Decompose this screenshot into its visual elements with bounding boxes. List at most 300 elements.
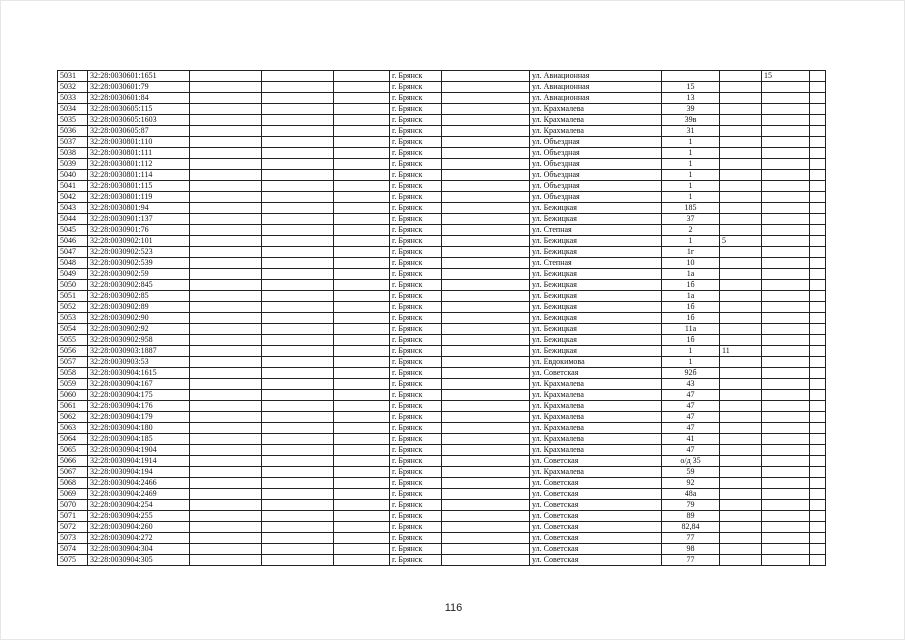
cadastral-number: 32:28:0030904:254 bbox=[88, 500, 190, 511]
table-row bbox=[58, 467, 826, 478]
street-cell: ул. Крахмалева bbox=[530, 379, 662, 390]
street-cell: ул. Авиационная bbox=[530, 71, 662, 82]
row-number: 5045 bbox=[58, 225, 88, 236]
house-number-cell: 89 bbox=[662, 511, 720, 522]
cadastral-number: 32:28:0030904:180 bbox=[88, 423, 190, 434]
city-cell: г. Брянск bbox=[390, 500, 442, 511]
empty-cell bbox=[442, 181, 530, 192]
cadastral-number: 32:28:0030605:87 bbox=[88, 126, 190, 137]
extra-cell-b bbox=[762, 401, 810, 412]
street-cell: ул. Бежицкая bbox=[530, 280, 662, 291]
empty-cell bbox=[262, 412, 334, 423]
empty-cell bbox=[262, 478, 334, 489]
house-number-cell: 185 bbox=[662, 203, 720, 214]
row-number: 5058 bbox=[58, 368, 88, 379]
empty-cell bbox=[810, 434, 826, 445]
empty-cell bbox=[334, 445, 390, 456]
extra-cell-b bbox=[762, 544, 810, 555]
empty-cell bbox=[810, 82, 826, 93]
cadastral-number: 32:28:0030903:53 bbox=[88, 357, 190, 368]
cadastral-number: 32:28:0030902:59 bbox=[88, 269, 190, 280]
empty-cell bbox=[442, 522, 530, 533]
cadastral-number: 32:28:0030902:539 bbox=[88, 258, 190, 269]
empty-cell bbox=[334, 159, 390, 170]
cadastral-number: 32:28:0030904:304 bbox=[88, 544, 190, 555]
row-number: 5044 bbox=[58, 214, 88, 225]
empty-cell bbox=[190, 104, 262, 115]
cadastral-number: 32:28:0030801:114 bbox=[88, 170, 190, 181]
row-number: 5035 bbox=[58, 115, 88, 126]
table-row bbox=[58, 335, 826, 346]
street-cell: ул. Евдокимова bbox=[530, 357, 662, 368]
empty-cell bbox=[262, 126, 334, 137]
empty-cell bbox=[190, 500, 262, 511]
cadastral-number: 32:28:0030904:176 bbox=[88, 401, 190, 412]
table-row bbox=[58, 192, 826, 203]
street-cell: ул. Советская bbox=[530, 500, 662, 511]
cadastral-number: 32:28:0030904:2469 bbox=[88, 489, 190, 500]
empty-cell bbox=[262, 104, 334, 115]
extra-cell-b bbox=[762, 500, 810, 511]
extra-cell-a bbox=[720, 280, 762, 291]
empty-cell bbox=[442, 357, 530, 368]
row-number: 5053 bbox=[58, 313, 88, 324]
extra-cell-b bbox=[762, 368, 810, 379]
street-cell: ул. Бежицкая bbox=[530, 346, 662, 357]
row-number: 5041 bbox=[58, 181, 88, 192]
row-number: 5065 bbox=[58, 445, 88, 456]
extra-cell-b bbox=[762, 412, 810, 423]
table-row bbox=[58, 93, 826, 104]
empty-cell bbox=[442, 423, 530, 434]
row-number: 5031 bbox=[58, 71, 88, 82]
empty-cell bbox=[810, 489, 826, 500]
city-cell: г. Брянск bbox=[390, 214, 442, 225]
city-cell: г. Брянск bbox=[390, 137, 442, 148]
extra-cell-b bbox=[762, 423, 810, 434]
house-number-cell: о/д 35 bbox=[662, 456, 720, 467]
house-number-cell: 77 bbox=[662, 555, 720, 566]
empty-cell bbox=[262, 225, 334, 236]
house-number-cell: 1б bbox=[662, 313, 720, 324]
empty-cell bbox=[810, 467, 826, 478]
empty-cell bbox=[810, 456, 826, 467]
empty-cell bbox=[190, 467, 262, 478]
table-row bbox=[58, 555, 826, 566]
city-cell: г. Брянск bbox=[390, 335, 442, 346]
empty-cell bbox=[442, 456, 530, 467]
empty-cell bbox=[810, 412, 826, 423]
street-cell: ул. Бежицкая bbox=[530, 324, 662, 335]
empty-cell bbox=[190, 544, 262, 555]
cadastral-number: 32:28:0030601:84 bbox=[88, 93, 190, 104]
extra-cell-b bbox=[762, 170, 810, 181]
empty-cell bbox=[810, 302, 826, 313]
extra-cell-b bbox=[762, 280, 810, 291]
extra-cell-a bbox=[720, 269, 762, 280]
row-number: 5046 bbox=[58, 236, 88, 247]
row-number: 5049 bbox=[58, 269, 88, 280]
extra-cell-a bbox=[720, 203, 762, 214]
empty-cell bbox=[334, 104, 390, 115]
extra-cell-a bbox=[720, 357, 762, 368]
empty-cell bbox=[262, 269, 334, 280]
empty-cell bbox=[190, 192, 262, 203]
table-row bbox=[58, 115, 826, 126]
extra-cell-a bbox=[720, 335, 762, 346]
empty-cell bbox=[442, 269, 530, 280]
empty-cell bbox=[190, 357, 262, 368]
extra-cell-a bbox=[720, 159, 762, 170]
house-number-cell: 79 bbox=[662, 500, 720, 511]
empty-cell bbox=[190, 159, 262, 170]
cadastral-number: 32:28:0030902:89 bbox=[88, 302, 190, 313]
city-cell: г. Брянск bbox=[390, 401, 442, 412]
row-number: 5038 bbox=[58, 148, 88, 159]
city-cell: г. Брянск bbox=[390, 423, 442, 434]
extra-cell-a bbox=[720, 104, 762, 115]
table-row bbox=[58, 500, 826, 511]
city-cell: г. Брянск bbox=[390, 71, 442, 82]
house-number-cell: 1 bbox=[662, 192, 720, 203]
empty-cell bbox=[262, 346, 334, 357]
house-number-cell: 13 bbox=[662, 93, 720, 104]
city-cell: г. Брянск bbox=[390, 544, 442, 555]
street-cell: ул. Авиационная bbox=[530, 82, 662, 93]
empty-cell bbox=[190, 170, 262, 181]
extra-cell-a bbox=[720, 192, 762, 203]
city-cell: г. Брянск bbox=[390, 236, 442, 247]
empty-cell bbox=[262, 500, 334, 511]
empty-cell bbox=[442, 258, 530, 269]
empty-cell bbox=[810, 324, 826, 335]
empty-cell bbox=[334, 291, 390, 302]
house-number-cell: 47 bbox=[662, 390, 720, 401]
street-cell: ул. Бежицкая bbox=[530, 335, 662, 346]
empty-cell bbox=[190, 247, 262, 258]
empty-cell bbox=[442, 346, 530, 357]
empty-cell bbox=[262, 390, 334, 401]
street-cell: ул. Объездная bbox=[530, 181, 662, 192]
street-cell: ул. Крахмалева bbox=[530, 423, 662, 434]
empty-cell bbox=[442, 544, 530, 555]
empty-cell bbox=[262, 181, 334, 192]
street-cell: ул. Бежицкая bbox=[530, 291, 662, 302]
extra-cell-a bbox=[720, 467, 762, 478]
cadastral-number: 32:28:0030904:305 bbox=[88, 555, 190, 566]
cadastral-number: 32:28:0030904:179 bbox=[88, 412, 190, 423]
cadastral-number: 32:28:0030902:101 bbox=[88, 236, 190, 247]
extra-cell-a bbox=[720, 379, 762, 390]
extra-cell-b bbox=[762, 357, 810, 368]
extra-cell-a bbox=[720, 137, 762, 148]
extra-cell-a bbox=[720, 511, 762, 522]
empty-cell bbox=[262, 192, 334, 203]
house-number-cell: 10 bbox=[662, 258, 720, 269]
street-cell: ул. Крахмалева bbox=[530, 434, 662, 445]
empty-cell bbox=[442, 434, 530, 445]
empty-cell bbox=[334, 280, 390, 291]
extra-cell-b bbox=[762, 148, 810, 159]
cadastral-number: 32:28:0030901:76 bbox=[88, 225, 190, 236]
street-cell: ул. Советская bbox=[530, 489, 662, 500]
cadastral-number: 32:28:0030904:1914 bbox=[88, 456, 190, 467]
city-cell: г. Брянск bbox=[390, 368, 442, 379]
city-cell: г. Брянск bbox=[390, 159, 442, 170]
extra-cell-b bbox=[762, 478, 810, 489]
empty-cell bbox=[442, 71, 530, 82]
empty-cell bbox=[262, 203, 334, 214]
city-cell: г. Брянск bbox=[390, 478, 442, 489]
city-cell: г. Брянск bbox=[390, 203, 442, 214]
cadastral-number: 32:28:0030902:90 bbox=[88, 313, 190, 324]
city-cell: г. Брянск bbox=[390, 291, 442, 302]
row-number: 5062 bbox=[58, 412, 88, 423]
street-cell: ул. Советская bbox=[530, 522, 662, 533]
extra-cell-b bbox=[762, 126, 810, 137]
row-number: 5040 bbox=[58, 170, 88, 181]
empty-cell bbox=[334, 346, 390, 357]
street-cell: ул. Крахмалева bbox=[530, 412, 662, 423]
house-number-cell: 47 bbox=[662, 445, 720, 456]
extra-cell-b bbox=[762, 115, 810, 126]
cadastral-number: 32:28:0030801:110 bbox=[88, 137, 190, 148]
empty-cell bbox=[810, 313, 826, 324]
table-row bbox=[58, 445, 826, 456]
empty-cell bbox=[334, 126, 390, 137]
extra-cell-a bbox=[720, 71, 762, 82]
empty-cell bbox=[334, 214, 390, 225]
empty-cell bbox=[810, 126, 826, 137]
empty-cell bbox=[334, 247, 390, 258]
house-number-cell: 11а bbox=[662, 324, 720, 335]
empty-cell bbox=[334, 225, 390, 236]
street-cell: ул. Советская bbox=[530, 456, 662, 467]
extra-cell-b bbox=[762, 313, 810, 324]
extra-cell-b bbox=[762, 533, 810, 544]
city-cell: г. Брянск bbox=[390, 390, 442, 401]
empty-cell bbox=[334, 489, 390, 500]
empty-cell bbox=[810, 203, 826, 214]
table-row bbox=[58, 478, 826, 489]
cadastral-number: 32:28:0030904:1615 bbox=[88, 368, 190, 379]
row-number: 5072 bbox=[58, 522, 88, 533]
empty-cell bbox=[810, 522, 826, 533]
city-cell: г. Брянск bbox=[390, 324, 442, 335]
row-number: 5054 bbox=[58, 324, 88, 335]
house-number-cell: 47 bbox=[662, 412, 720, 423]
empty-cell bbox=[810, 148, 826, 159]
table-row bbox=[58, 379, 826, 390]
empty-cell bbox=[262, 280, 334, 291]
cadastral-number: 32:28:0030904:255 bbox=[88, 511, 190, 522]
empty-cell bbox=[334, 401, 390, 412]
empty-cell bbox=[190, 324, 262, 335]
cadastral-number: 32:28:0030902:85 bbox=[88, 291, 190, 302]
row-number: 5068 bbox=[58, 478, 88, 489]
house-number-cell: 1г bbox=[662, 247, 720, 258]
cadastral-number: 32:28:0030801:119 bbox=[88, 192, 190, 203]
extra-cell-b bbox=[762, 335, 810, 346]
extra-cell-a bbox=[720, 401, 762, 412]
city-cell: г. Брянск bbox=[390, 379, 442, 390]
street-cell: ул. Объездная bbox=[530, 159, 662, 170]
empty-cell bbox=[190, 412, 262, 423]
table-row bbox=[58, 302, 826, 313]
city-cell: г. Брянск bbox=[390, 225, 442, 236]
extra-cell-b bbox=[762, 203, 810, 214]
empty-cell bbox=[442, 324, 530, 335]
empty-cell bbox=[334, 555, 390, 566]
empty-cell bbox=[190, 434, 262, 445]
empty-cell bbox=[810, 390, 826, 401]
city-cell: г. Брянск bbox=[390, 192, 442, 203]
row-number: 5047 bbox=[58, 247, 88, 258]
extra-cell-a bbox=[720, 489, 762, 500]
empty-cell bbox=[442, 214, 530, 225]
row-number: 5052 bbox=[58, 302, 88, 313]
empty-cell bbox=[190, 423, 262, 434]
empty-cell bbox=[334, 148, 390, 159]
empty-cell bbox=[190, 346, 262, 357]
street-cell: ул. Крахмалева bbox=[530, 401, 662, 412]
street-cell: ул. Советская bbox=[530, 368, 662, 379]
extra-cell-b bbox=[762, 522, 810, 533]
empty-cell bbox=[442, 225, 530, 236]
empty-cell bbox=[334, 368, 390, 379]
city-cell: г. Брянск bbox=[390, 148, 442, 159]
city-cell: г. Брянск bbox=[390, 346, 442, 357]
empty-cell bbox=[334, 423, 390, 434]
empty-cell bbox=[334, 500, 390, 511]
empty-cell bbox=[810, 280, 826, 291]
empty-cell bbox=[810, 181, 826, 192]
extra-cell-b bbox=[762, 291, 810, 302]
empty-cell bbox=[334, 522, 390, 533]
extra-cell-a bbox=[720, 93, 762, 104]
city-cell: г. Брянск bbox=[390, 302, 442, 313]
cadastral-number: 32:28:0030903:1887 bbox=[88, 346, 190, 357]
empty-cell bbox=[442, 159, 530, 170]
empty-cell bbox=[442, 104, 530, 115]
empty-cell bbox=[442, 280, 530, 291]
table-row bbox=[58, 126, 826, 137]
empty-cell bbox=[262, 434, 334, 445]
extra-cell-a bbox=[720, 313, 762, 324]
extra-cell-a bbox=[720, 456, 762, 467]
empty-cell bbox=[190, 445, 262, 456]
empty-cell bbox=[262, 489, 334, 500]
empty-cell bbox=[190, 148, 262, 159]
empty-cell bbox=[190, 489, 262, 500]
cadastral-number: 32:28:0030801:111 bbox=[88, 148, 190, 159]
empty-cell bbox=[262, 368, 334, 379]
empty-cell bbox=[442, 247, 530, 258]
extra-cell-a bbox=[720, 214, 762, 225]
street-cell: ул. Авиационная bbox=[530, 93, 662, 104]
table-row bbox=[58, 434, 826, 445]
street-cell: ул. Бежицкая bbox=[530, 302, 662, 313]
cadastral-number: 32:28:0030904:185 bbox=[88, 434, 190, 445]
house-number-cell: 39в bbox=[662, 115, 720, 126]
registry-rows bbox=[58, 71, 826, 566]
empty-cell bbox=[262, 335, 334, 346]
extra-cell-b bbox=[762, 159, 810, 170]
house-number-cell: 31 bbox=[662, 126, 720, 137]
empty-cell bbox=[190, 126, 262, 137]
street-cell: ул. Объездная bbox=[530, 148, 662, 159]
house-number-cell: 48а bbox=[662, 489, 720, 500]
house-number-cell: 1а bbox=[662, 291, 720, 302]
extra-cell-b bbox=[762, 302, 810, 313]
empty-cell bbox=[334, 357, 390, 368]
empty-cell bbox=[190, 555, 262, 566]
table-row bbox=[58, 236, 826, 247]
table-row bbox=[58, 313, 826, 324]
street-cell: ул. Бежицкая bbox=[530, 236, 662, 247]
extra-cell-b bbox=[762, 379, 810, 390]
row-number: 5042 bbox=[58, 192, 88, 203]
empty-cell bbox=[262, 511, 334, 522]
table-row bbox=[58, 269, 826, 280]
city-cell: г. Брянск bbox=[390, 489, 442, 500]
empty-cell bbox=[442, 445, 530, 456]
empty-cell bbox=[334, 313, 390, 324]
extra-cell-a: 5 bbox=[720, 236, 762, 247]
extra-cell-a bbox=[720, 533, 762, 544]
cadastral-number: 32:28:0030904:167 bbox=[88, 379, 190, 390]
cadastral-number: 32:28:0030605:1603 bbox=[88, 115, 190, 126]
extra-cell-a bbox=[720, 291, 762, 302]
extra-cell-b bbox=[762, 445, 810, 456]
extra-cell-a bbox=[720, 478, 762, 489]
house-number-cell: 1б bbox=[662, 280, 720, 291]
city-cell: г. Брянск bbox=[390, 269, 442, 280]
house-number-cell: 59 bbox=[662, 467, 720, 478]
registry-table bbox=[57, 70, 826, 566]
empty-cell bbox=[334, 258, 390, 269]
row-number: 5048 bbox=[58, 258, 88, 269]
empty-cell bbox=[190, 258, 262, 269]
city-cell: г. Брянск bbox=[390, 258, 442, 269]
empty-cell bbox=[810, 71, 826, 82]
street-cell: ул. Бежицкая bbox=[530, 313, 662, 324]
street-cell: ул. Объездная bbox=[530, 170, 662, 181]
empty-cell bbox=[190, 511, 262, 522]
row-number: 5061 bbox=[58, 401, 88, 412]
row-number: 5067 bbox=[58, 467, 88, 478]
empty-cell bbox=[810, 291, 826, 302]
empty-cell bbox=[262, 379, 334, 390]
row-number: 5066 bbox=[58, 456, 88, 467]
page-number: 116 bbox=[444, 602, 463, 614]
empty-cell bbox=[442, 368, 530, 379]
empty-cell bbox=[442, 500, 530, 511]
house-number-cell: 77 bbox=[662, 533, 720, 544]
empty-cell bbox=[442, 412, 530, 423]
empty-cell bbox=[262, 291, 334, 302]
empty-cell bbox=[334, 236, 390, 247]
street-cell: ул. Советская bbox=[530, 555, 662, 566]
city-cell: г. Брянск bbox=[390, 412, 442, 423]
extra-cell-b bbox=[762, 434, 810, 445]
city-cell: г. Брянск bbox=[390, 467, 442, 478]
street-cell: ул. Крахмалева bbox=[530, 445, 662, 456]
street-cell: ул. Крахмалева bbox=[530, 390, 662, 401]
empty-cell bbox=[810, 214, 826, 225]
house-number-cell: 82,84 bbox=[662, 522, 720, 533]
cadastral-number: 32:28:0030904:260 bbox=[88, 522, 190, 533]
